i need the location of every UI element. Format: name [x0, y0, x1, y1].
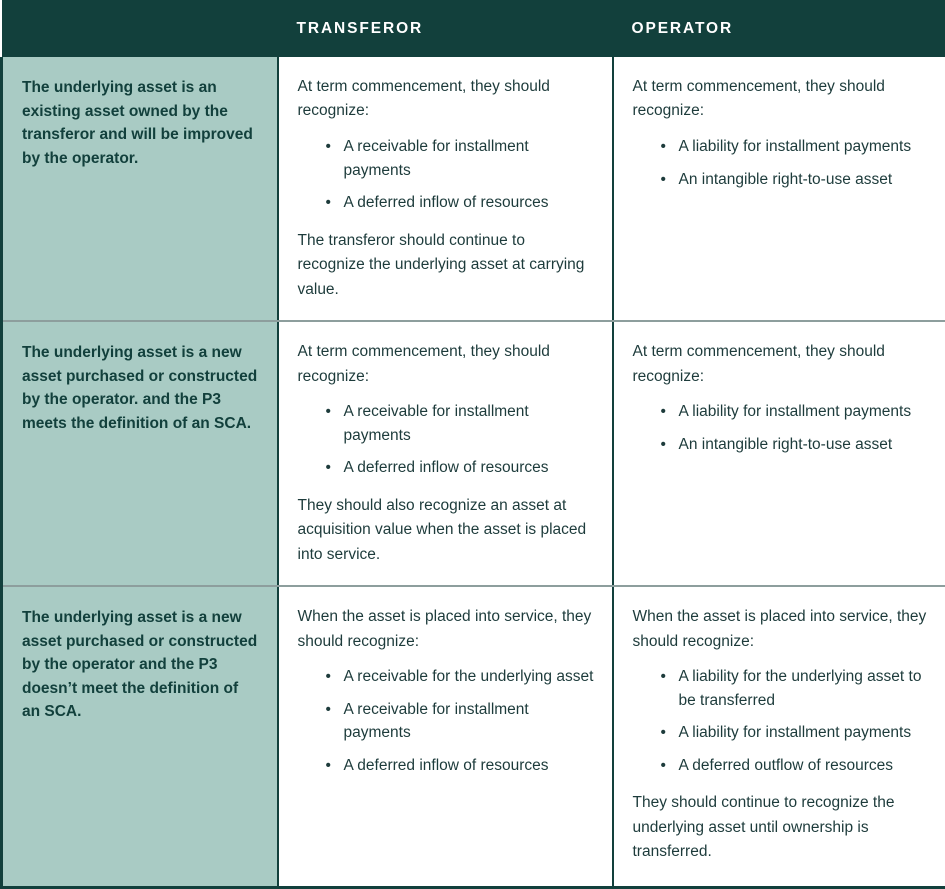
- list-item-label: A liability for installment payments: [679, 724, 912, 741]
- bullet-dot-icon: •: [326, 456, 331, 480]
- list-item-label: A receivable for installment payments: [344, 403, 529, 444]
- table-row: [2, 57, 945, 321]
- bullet-list: [298, 665, 594, 777]
- bullet-list: [633, 135, 928, 191]
- list-item: [633, 400, 928, 424]
- intro-text: At term commencement, they should recognize:: [298, 75, 594, 124]
- list-item: [633, 135, 928, 159]
- list-item-label: A receivable for installment payments: [344, 138, 529, 179]
- list-item: [633, 433, 928, 457]
- list-item: [298, 191, 594, 215]
- list-item-label: A deferred inflow of resources: [344, 194, 549, 211]
- table-row: [2, 321, 945, 586]
- bullet-dot-icon: •: [326, 754, 331, 778]
- list-item: [298, 665, 594, 689]
- list-item-label: An intangible right-to-use asset: [679, 171, 893, 188]
- bullet-dot-icon: •: [326, 400, 331, 424]
- intro-text: At term commencement, they should recognize:: [633, 75, 928, 124]
- bullet-dot-icon: •: [661, 665, 666, 689]
- bullet-dot-icon: •: [661, 135, 666, 159]
- row-category-cell: The underlying asset is an existing asset owned by the transferor and will be improved by the operator.: [2, 57, 278, 321]
- outro-text: They should continue to recognize the underlying asset until ownership is transferred.: [633, 791, 928, 864]
- list-item-label: A deferred outflow of resources: [679, 757, 894, 774]
- list-item-label: A liability for the underlying asset to be transferred: [679, 668, 922, 709]
- intro-text: When the asset is placed into service, they should recognize:: [298, 605, 594, 654]
- row-operator-cell: [613, 321, 945, 586]
- row-transferor-cell: [278, 57, 613, 321]
- bullet-list: [633, 665, 928, 777]
- intro-text: At term commencement, they should recognize:: [298, 340, 594, 389]
- bullet-dot-icon: •: [661, 433, 666, 457]
- list-item-label: A receivable for installment payments: [344, 701, 529, 742]
- outro-text: The transferor should continue to recognize the underlying asset at carrying value.: [298, 229, 594, 302]
- bullet-dot-icon: •: [661, 168, 666, 192]
- table-body: [2, 57, 945, 887]
- bullet-dot-icon: •: [326, 698, 331, 722]
- list-item-label: A liability for installment payments: [679, 403, 912, 420]
- outro-text: They should also recognize an asset at acquisition value when the asset is placed into service.: [298, 494, 594, 567]
- table-header: [2, 0, 945, 57]
- list-item: [633, 754, 928, 778]
- list-item-label: A deferred inflow of resources: [344, 459, 549, 476]
- intro-text: At term commencement, they should recognize:: [633, 340, 928, 389]
- list-item: [298, 456, 594, 480]
- bullet-dot-icon: •: [661, 754, 666, 778]
- header-cell-transferor: TRANSFEROR: [278, 0, 613, 57]
- list-item: [298, 754, 594, 778]
- header-cell-operator: OPERATOR: [613, 0, 945, 57]
- list-item-label: An intangible right-to-use asset: [679, 436, 893, 453]
- row-category-cell: The underlying asset is a new asset purchased or constructed by the operator. and the P3 meets the definition of an SCA.: [2, 321, 278, 586]
- row-transferor-cell: [278, 321, 613, 586]
- bullet-list: [298, 400, 594, 480]
- table-row: [2, 586, 945, 887]
- list-item: [298, 698, 594, 745]
- bullet-dot-icon: •: [661, 721, 666, 745]
- header-row: [2, 0, 945, 57]
- bullet-list: [633, 400, 928, 456]
- list-item-label: A receivable for the underlying asset: [344, 668, 594, 685]
- intro-text: When the asset is placed into service, they should recognize:: [633, 605, 928, 654]
- bullet-dot-icon: •: [326, 135, 331, 159]
- bullet-dot-icon: •: [326, 191, 331, 215]
- list-item: [633, 665, 928, 712]
- row-operator-cell: [613, 57, 945, 321]
- list-item: [298, 135, 594, 182]
- list-item-label: A liability for installment payments: [679, 138, 912, 155]
- header-cell-blank: [2, 0, 278, 57]
- bullet-dot-icon: •: [326, 665, 331, 689]
- list-item: [633, 721, 928, 745]
- list-item: [298, 400, 594, 447]
- bullet-list: [298, 135, 594, 215]
- row-transferor-cell: [278, 586, 613, 887]
- bullet-dot-icon: •: [661, 400, 666, 424]
- row-category-cell: The underlying asset is a new asset purchased or constructed by the operator and the P3 doesn’t meet the definition of an SCA.: [2, 586, 278, 887]
- row-operator-cell: [613, 586, 945, 887]
- list-item-label: A deferred inflow of resources: [344, 757, 549, 774]
- list-item: [633, 168, 928, 192]
